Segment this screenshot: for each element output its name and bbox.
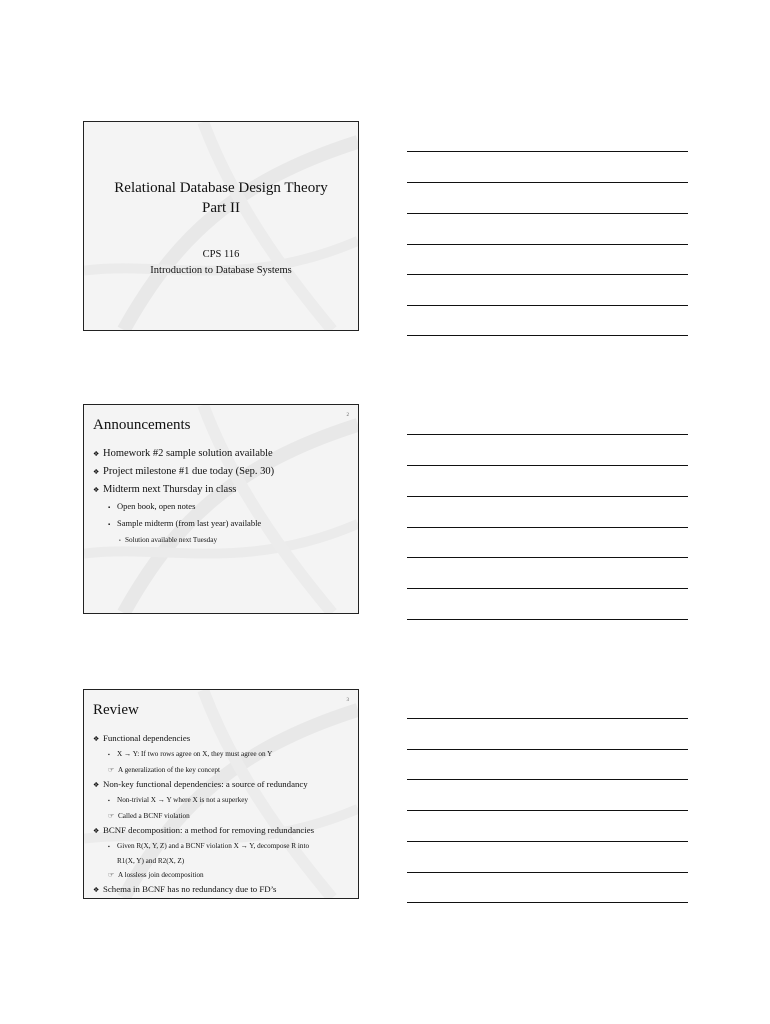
square-bullet-icon: ▪ xyxy=(108,799,110,804)
sub-bullet-item: ▪ Open book, open notes xyxy=(93,499,350,516)
note-line xyxy=(407,557,688,558)
pointing-hand-icon: ☞ xyxy=(108,871,115,879)
note-line xyxy=(407,434,688,435)
diamond-bullet-icon: ❖ xyxy=(93,827,100,835)
slide-1-subtitle xyxy=(84,247,358,279)
square-bullet-icon: ▪ xyxy=(108,845,110,850)
note-line xyxy=(407,872,688,873)
pointer-note-item: ☞ A lossless join decomposition xyxy=(93,868,350,882)
pointer-note-item: ☞ Called a BCNF violation xyxy=(93,809,350,823)
diamond-bullet-icon: ❖ xyxy=(93,781,100,789)
diamond-bullet-icon: ❖ xyxy=(93,735,100,743)
note-line xyxy=(407,841,688,842)
slide-3 xyxy=(83,689,359,899)
note-line xyxy=(407,213,688,214)
slide-3-bullets xyxy=(93,731,350,898)
note-line xyxy=(407,274,688,275)
bullet-item: ❖ Homework #2 sample solution available xyxy=(93,445,350,463)
pointing-hand-icon: ☞ xyxy=(108,812,115,820)
course-name: Introduction to Database Systems xyxy=(150,265,292,276)
slide-1 xyxy=(83,121,359,331)
note-line xyxy=(407,305,688,306)
slide-2-bullets xyxy=(93,445,350,549)
note-line xyxy=(407,496,688,497)
bullet-item: ❖ Non-key functional dependencies: a source of redundancy xyxy=(93,777,350,793)
sub-bullet-continuation: R1(X, Y) and R2(X, Z) xyxy=(117,857,185,865)
bullet-item: ❖ Functional dependencies xyxy=(93,731,350,747)
bullet-item: ❖ Midterm next Thursday in class xyxy=(93,481,350,499)
pointing-hand-icon: ☞ xyxy=(108,766,115,774)
note-line xyxy=(407,182,688,183)
sub-bullet-item: ▪ Sample midterm (from last year) available xyxy=(93,516,350,533)
square-bullet-icon: ▪ xyxy=(108,753,110,758)
note-line xyxy=(407,588,688,589)
note-line xyxy=(407,465,688,466)
slide-background-swirl xyxy=(84,122,358,330)
note-line xyxy=(407,151,688,152)
note-line xyxy=(407,527,688,528)
sub-bullet-item: ▪ Non-trivial X → Y where X is not a superkey xyxy=(93,793,350,809)
bullet-item: ❖ BCNF decomposition: a method for removing redundancies xyxy=(93,823,350,839)
slide-1-title-line-1: Relational Database Design Theory xyxy=(114,180,328,196)
diamond-bullet-icon: ❖ xyxy=(93,886,100,894)
slide-2 xyxy=(83,404,359,614)
slide-1-title xyxy=(84,178,358,218)
sub-bullet-item: ▪ X → Y: If two rows agree on X, they must agree on Y xyxy=(93,747,350,763)
diamond-bullet-icon: ❖ xyxy=(93,450,100,458)
note-line xyxy=(407,779,688,780)
slide-3-title: Review xyxy=(93,702,139,718)
bullet-item: ❖ Schema in BCNF has no redundancy due to FD’s xyxy=(93,882,350,898)
bullet-item: ❖ Project milestone #1 due today (Sep. 30) xyxy=(93,463,350,481)
note-line xyxy=(407,749,688,750)
slide-number: 3 xyxy=(346,698,349,703)
diamond-bullet-icon: ❖ xyxy=(93,468,100,476)
note-line xyxy=(407,335,688,336)
square-bullet-icon: ▪ xyxy=(108,522,111,528)
diamond-bullet-icon: ❖ xyxy=(93,486,100,494)
sub-bullet-item: ▪ Given R(X, Y, Z) and a BCNF violation X → Y, decompose R into xyxy=(93,839,350,855)
note-line xyxy=(407,810,688,811)
note-line xyxy=(407,902,688,903)
note-line xyxy=(407,619,688,620)
slide-2-title: Announcements xyxy=(93,417,191,433)
note-line xyxy=(407,244,688,245)
square-bullet-icon: ▪ xyxy=(108,505,111,511)
sub-sub-bullet-item: • Solution available next Tuesday xyxy=(93,533,350,549)
pointer-note-item: ☞ A generalization of the key concept xyxy=(93,763,350,777)
dot-bullet-icon: • xyxy=(119,539,121,544)
note-line xyxy=(407,718,688,719)
slide-number: 2 xyxy=(346,413,349,418)
course-code: CPS 116 xyxy=(202,249,240,260)
slide-1-title-line-2: Part II xyxy=(202,200,240,216)
